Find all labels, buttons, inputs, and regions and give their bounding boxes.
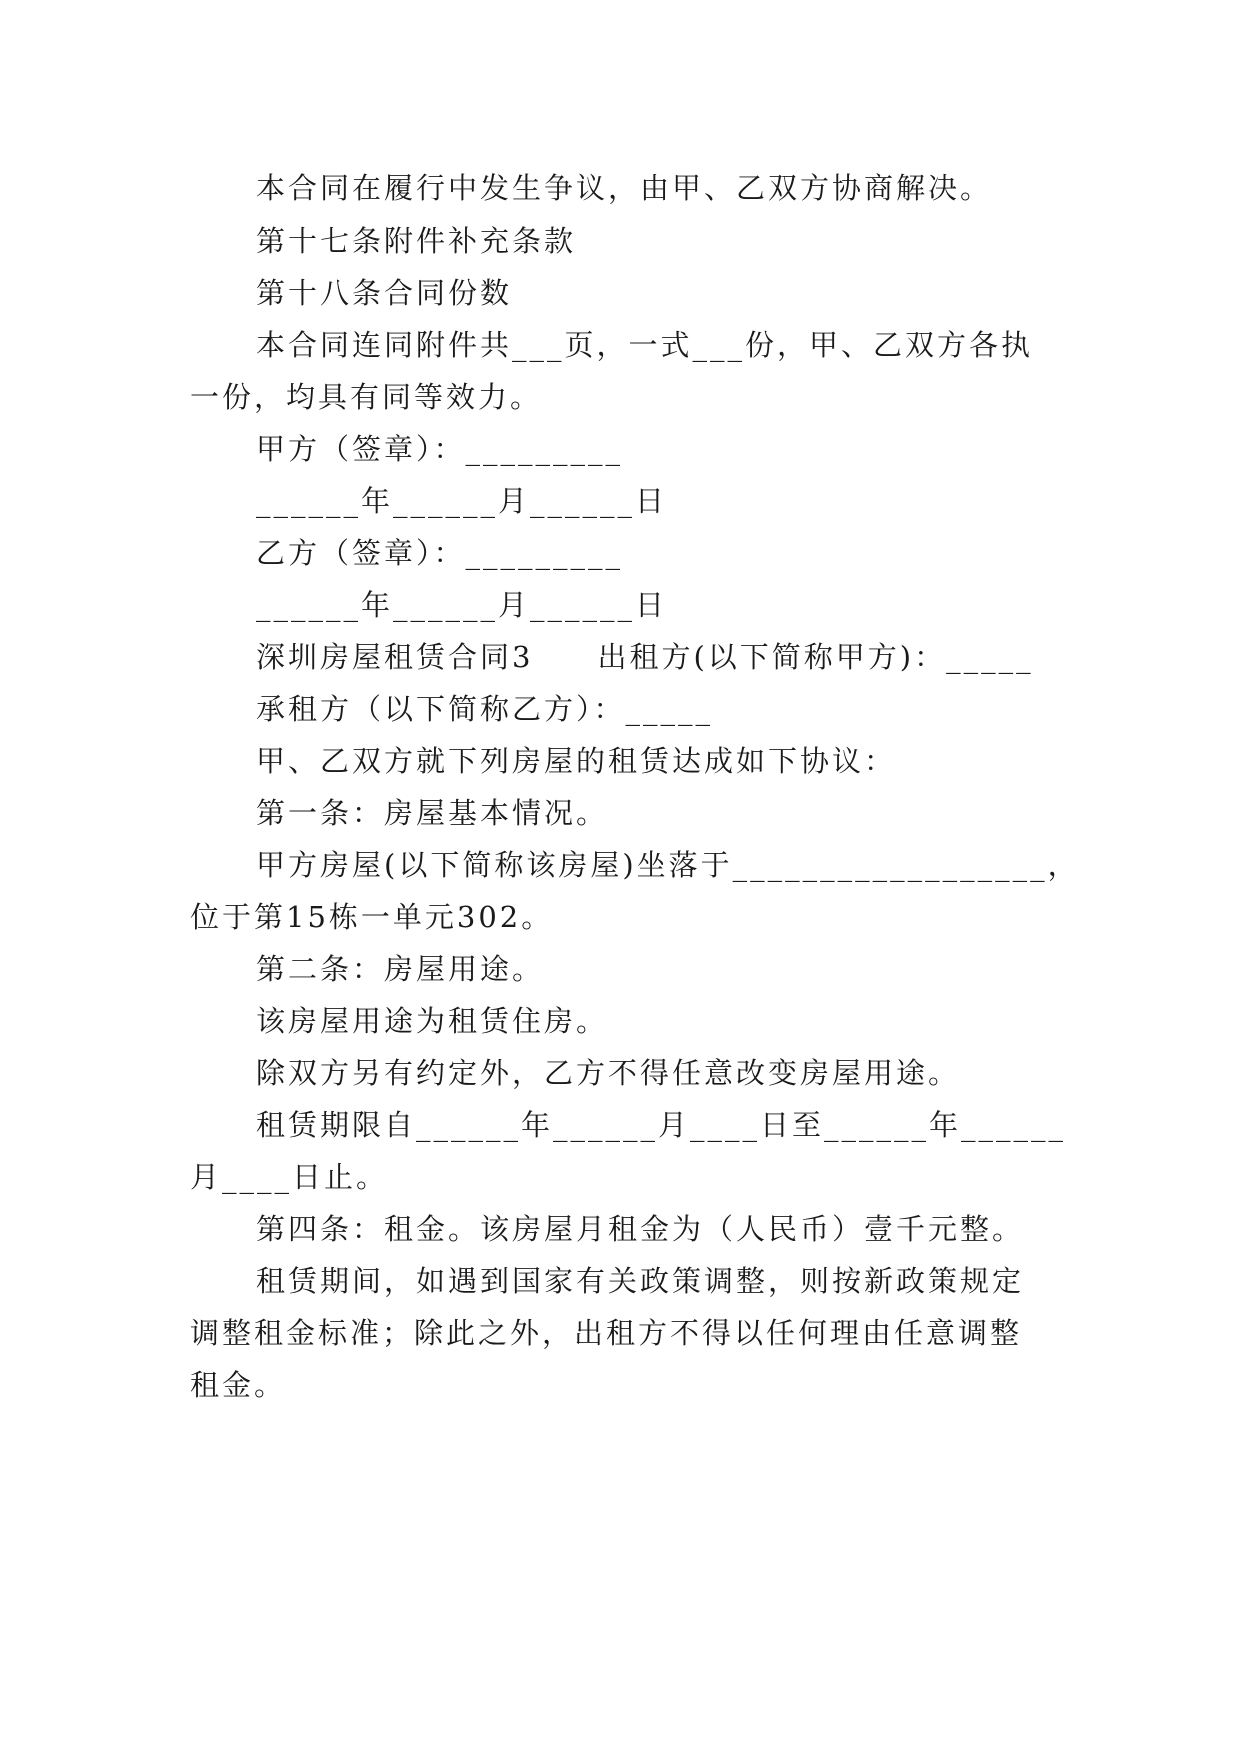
article-18-heading: 第十八条合同份数 — [256, 276, 513, 310]
lessee-line: 承租方（以下简称乙方）：_____ — [256, 692, 714, 726]
party-a-signature: 甲方（签章）：_________ — [256, 432, 624, 466]
lease-term-line-1: 租赁期限自______年______月____日至______年______ — [256, 1108, 1067, 1142]
rent-adjustment-line-3: 租金。 — [190, 1368, 287, 1402]
dispute-resolution-text: 本合同在履行中发生争议，由甲、乙双方协商解决。 — [256, 171, 993, 205]
use-restriction-text: 除双方另有约定外，乙方不得任意改变房屋用途。 — [256, 1056, 961, 1090]
rent-adjustment-line-2: 调整租金标准；除此之外，出租方不得以任何理由任意调整 — [190, 1316, 1023, 1350]
property-location-line-1: 甲方房屋(以下简称该房屋)坐落于__________________， — [256, 848, 1080, 882]
rent-adjustment-line-1: 租赁期间，如遇到国家有关政策调整，则按新政策规定 — [256, 1264, 1025, 1298]
article-17-heading: 第十七条附件补充条款 — [256, 224, 577, 258]
article-4-rent: 第四条：租金。该房屋月租金为（人民币）壹千元整。 — [256, 1212, 1025, 1246]
contract-3-title-and-lessor: 深圳房屋租赁合同3 出租方(以下简称甲方)：_____ — [256, 640, 1034, 674]
property-location-line-2: 位于第15栋一单元302。 — [190, 900, 554, 934]
party-a-date: ______年______月______日 — [256, 484, 668, 518]
lease-term-line-2: 月____日止。 — [190, 1160, 389, 1194]
party-b-date: ______年______月______日 — [256, 588, 668, 622]
party-b-signature: 乙方（签章）：_________ — [256, 536, 624, 570]
copies-text-line-1: 本合同连同附件共___页，一式___份，甲、乙双方各执 — [256, 328, 1034, 362]
article-2-heading: 第二条：房屋用途。 — [256, 952, 545, 986]
article-1-heading: 第一条：房屋基本情况。 — [256, 796, 609, 830]
property-use-text: 该房屋用途为租赁住房。 — [256, 1004, 609, 1038]
agreement-intro: 甲、乙双方就下列房屋的租赁达成如下协议： — [256, 744, 897, 778]
copies-text-line-2: 一份，均具有同等效力。 — [190, 380, 543, 414]
